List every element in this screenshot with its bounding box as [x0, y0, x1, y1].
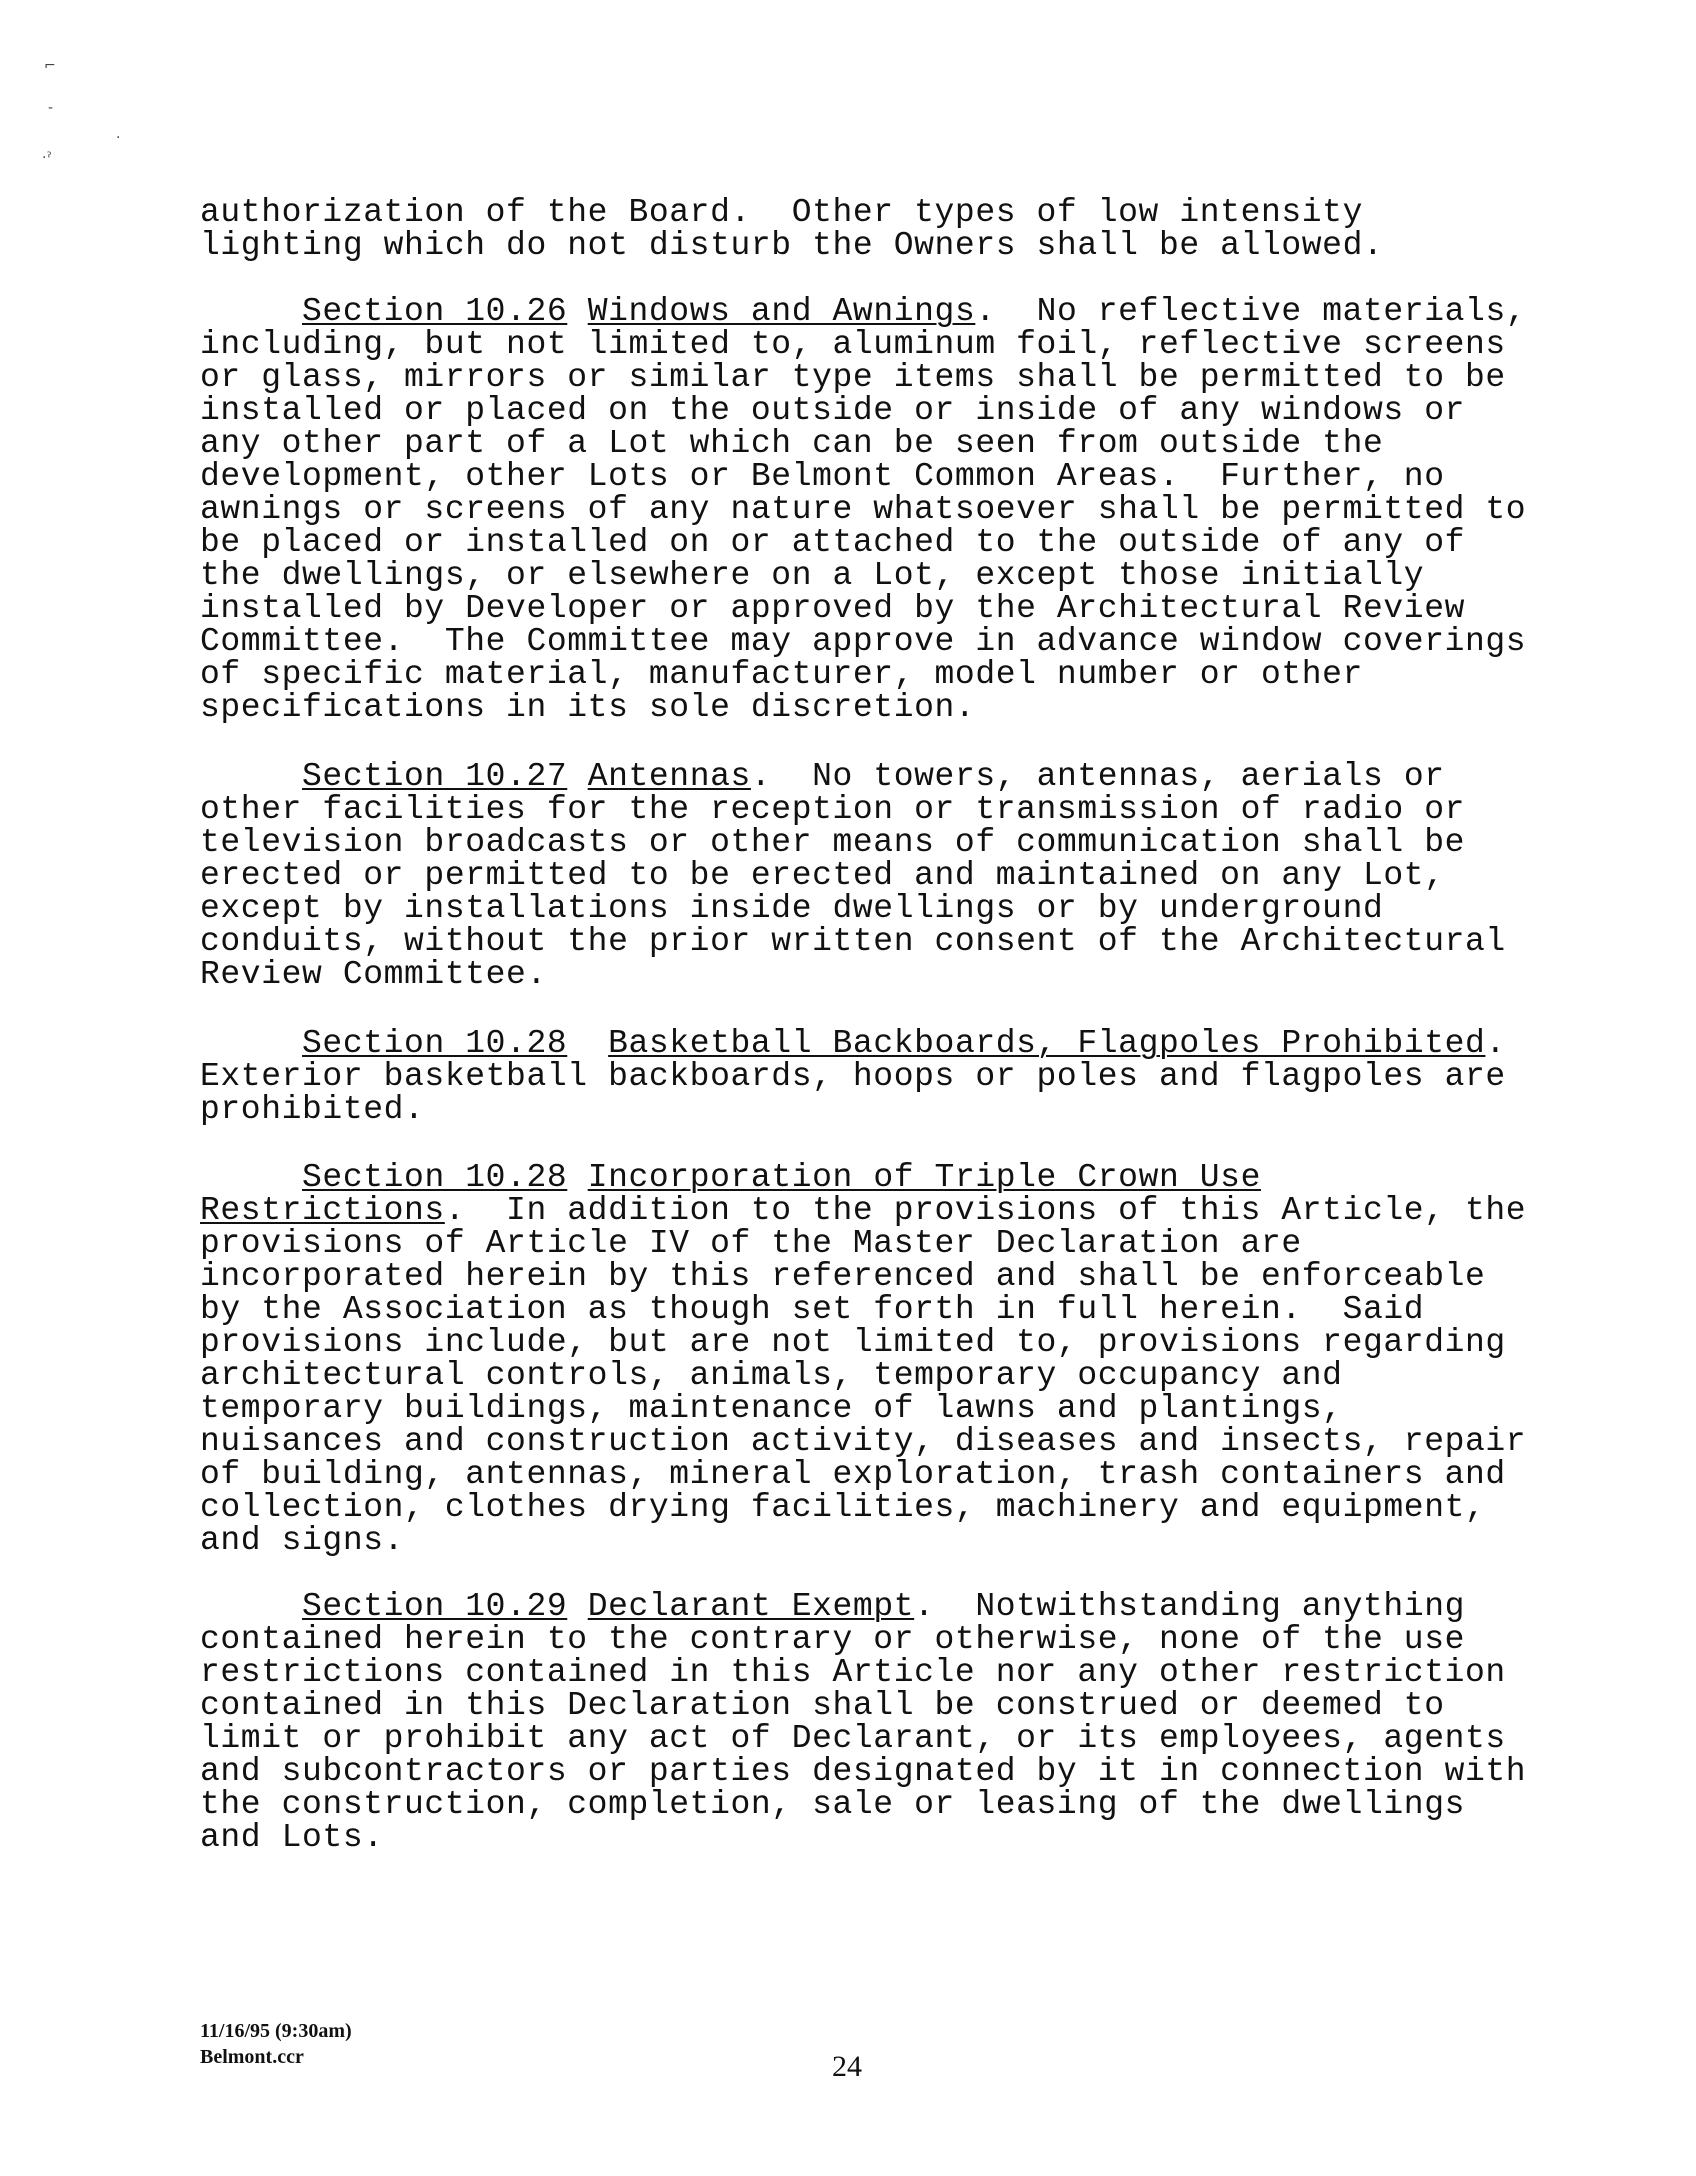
text-line: provisions include, but are not limited to, provisions regarding	[200, 1324, 1506, 1361]
text-line: temporary buildings, maintenance of lawns and plantings,	[200, 1390, 1343, 1427]
text-line: architectural controls, animals, temporary occupancy and	[200, 1357, 1343, 1394]
text-line: limit or prohibit any act of Declarant, or its employees, agents	[200, 1720, 1506, 1757]
text-line: . No towers, antennas, aerials or	[750, 758, 1445, 795]
scan-speck: ·	[116, 130, 121, 146]
text-line: of building, antennas, mineral exploration, trash containers and	[200, 1456, 1506, 1493]
text-line: .	[1485, 1025, 1506, 1062]
text-line: . Notwithstanding anything	[914, 1588, 1466, 1625]
section-title-part1: Incorporation of Triple Crown Use	[587, 1159, 1261, 1196]
text-line: the construction, completion, sale or leasing of the dwellings	[200, 1786, 1465, 1823]
text-line: the dwellings, or elsewhere on a Lot, except those initially	[200, 557, 1425, 594]
text-line: and subcontractors or parties designated by it in connection with	[200, 1753, 1527, 1790]
text-line: conduits, without the prior written consent of the Architectural	[200, 923, 1506, 960]
text-line: . In addition to the provisions of this Article, the	[444, 1192, 1527, 1229]
scan-speck: -	[48, 100, 54, 116]
text-line: collection, clothes drying facilities, machinery and equipment,	[200, 1489, 1486, 1526]
text-line: Review Committee.	[200, 956, 547, 993]
section-title: Declarant Exempt	[587, 1588, 915, 1625]
text-line: incorporated herein by this referenced and shall be enforceable	[200, 1258, 1486, 1295]
text-line: prohibited.	[200, 1091, 425, 1128]
footer-filename: Belmont.ccr	[200, 2046, 304, 2068]
text-line: installed or placed on the outside or inside of any windows or	[200, 392, 1465, 429]
section-title: Basketball Backboards, Flagpoles Prohibited	[608, 1025, 1486, 1062]
text-line: except by installations inside dwellings or by underground	[200, 890, 1384, 927]
text-line: lighting which do not disturb the Owners shall be allowed.	[200, 227, 1384, 264]
section-title-part2: Restrictions	[200, 1192, 445, 1229]
text-line: restrictions contained in this Article nor any other restriction	[200, 1654, 1506, 1691]
text-line: be placed or installed on or attached to the outside of any of	[200, 524, 1465, 561]
text-line: including, but not limited to, aluminum foil, reflective screens	[200, 326, 1506, 363]
text-line: erected or permitted to be erected and maintained on any Lot,	[200, 857, 1445, 894]
scan-speck: ·ˀ	[42, 150, 52, 166]
footer-date: 11/16/95 (9:30am)	[200, 2020, 352, 2042]
text-line: authorization of the Board. Other types of low intensity	[200, 194, 1363, 231]
text-line: of specific material, manufacturer, model number or other	[200, 656, 1363, 693]
scan-speck: ⌐	[44, 58, 56, 74]
text-line: other facilities for the reception or transmission of radio or	[200, 791, 1465, 828]
section-10-26	[200, 295, 1526, 724]
section-title: Antennas	[587, 758, 751, 795]
section-10-27	[200, 760, 1506, 991]
section-title: Windows and Awnings	[587, 293, 976, 330]
text-line: Exterior basketball backboards, hoops or poles and flagpoles are	[200, 1058, 1506, 1095]
text-line: nuisances and construction activity, diseases and insects, repair	[200, 1423, 1527, 1460]
section-10-29	[200, 1590, 1526, 1854]
intro-paragraph	[200, 196, 1383, 262]
text-line: . No reflective materials,	[975, 293, 1527, 330]
section-10-28-triple-crown	[200, 1161, 1526, 1557]
section-number: Section 10.28	[302, 1159, 568, 1196]
section-number: Section 10.27	[302, 758, 568, 795]
text-line: and signs.	[200, 1522, 405, 1559]
text-line: awnings or screens of any nature whatsoever shall be permitted to	[200, 491, 1527, 528]
text-line: Committee. The Committee may approve in advance window coverings	[200, 623, 1527, 660]
text-line: and Lots.	[200, 1819, 384, 1856]
page-number: 24	[832, 2050, 862, 2083]
text-line: provisions of Article IV of the Master Declaration are	[200, 1225, 1302, 1262]
section-number: Section 10.28	[302, 1025, 568, 1062]
section-number: Section 10.26	[302, 293, 568, 330]
text-line: television broadcasts or other means of communication shall be	[200, 824, 1465, 861]
text-line: development, other Lots or Belmont Common Areas. Further, no	[200, 458, 1445, 495]
section-10-28-basketball	[200, 1027, 1506, 1126]
text-line: contained in this Declaration shall be construed or deemed to	[200, 1687, 1445, 1724]
section-number: Section 10.29	[302, 1588, 568, 1625]
text-line: by the Association as though set forth in full herein. Said	[200, 1291, 1425, 1328]
text-line: contained herein to the contrary or otherwise, none of the use	[200, 1621, 1465, 1658]
text-line: installed by Developer or approved by the Architectural Review	[200, 590, 1465, 627]
text-line: specifications in its sole discretion.	[200, 689, 976, 726]
text-line: or glass, mirrors or similar type items shall be permitted to be	[200, 359, 1506, 396]
text-line: any other part of a Lot which can be seen from outside the	[200, 425, 1384, 462]
